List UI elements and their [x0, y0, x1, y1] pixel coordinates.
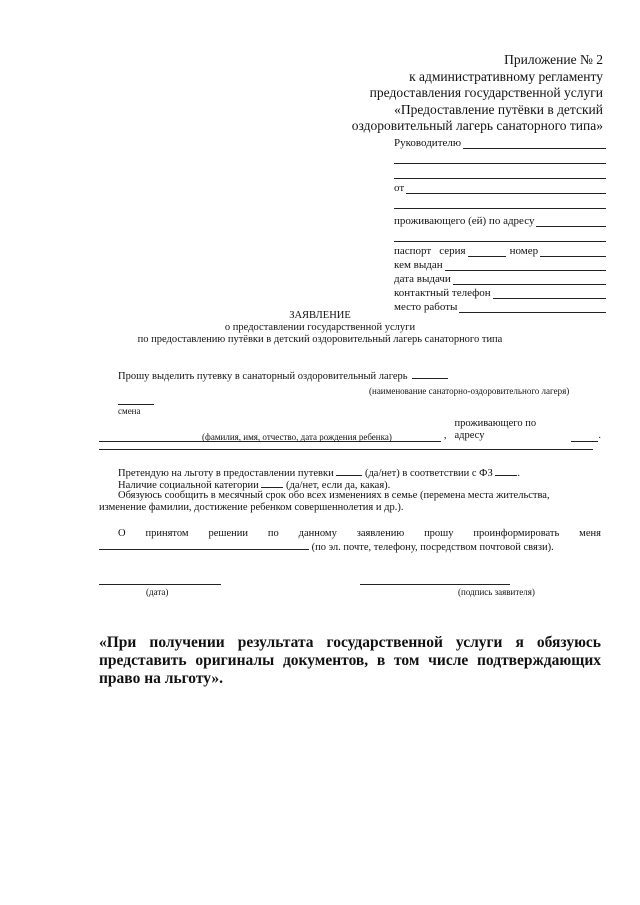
from-field[interactable] [406, 184, 606, 194]
benefit-line: Претендую на льготу в предоставлении путевки (да/нет) в соответствии с ФЗ . [118, 468, 520, 479]
annex-line: к административному регламенту [409, 68, 603, 84]
address-field-cont[interactable] [394, 232, 606, 242]
benefit-label: Претендую на льготу в предоставлении путевки [118, 468, 334, 479]
request-line [118, 369, 448, 383]
series-field[interactable] [468, 247, 506, 257]
decision-word: заявлению [356, 528, 405, 539]
notice-line: право на льготу». [99, 670, 224, 687]
obligation-line: Обязуюсь сообщить в месячный срок обо всех изменениях в семье (перемена места жительства, [118, 490, 550, 501]
benefit-law-label: (да/нет) в соответствии с ФЗ [364, 468, 493, 479]
phone-row [394, 287, 606, 299]
head-row [394, 137, 606, 149]
issued-by-label: кем выдан [394, 259, 443, 271]
issued-row [394, 259, 606, 271]
issue-date-field[interactable] [453, 275, 606, 285]
camp-name-field[interactable] [412, 369, 448, 379]
address-field[interactable] [536, 217, 606, 227]
address-row [394, 215, 606, 227]
child-hint: (фамилия, имя, отчество, дата рождения ребенка) [202, 432, 392, 442]
date-hint: (дата) [146, 587, 169, 597]
number-field[interactable] [540, 247, 606, 257]
phone-field[interactable] [493, 289, 606, 299]
camp-hint: (наименование санаторно-оздоровительного лагеря) [369, 386, 570, 396]
blank-row [394, 230, 606, 242]
child-address-field-cont[interactable] [99, 440, 597, 454]
from-label: от [394, 182, 405, 194]
issue-date-row [394, 273, 606, 285]
decision-word: О [118, 528, 126, 539]
annex-block [352, 52, 603, 135]
decision-word: меня [579, 528, 601, 539]
decision-word: по [267, 528, 279, 539]
head-field[interactable] [463, 139, 606, 149]
annex-line: Приложение № 2 [504, 52, 603, 67]
blank-row [394, 197, 606, 209]
issued-by-field[interactable] [445, 261, 606, 271]
law-field[interactable] [495, 466, 517, 476]
blank-row [394, 167, 606, 179]
benefit-field[interactable] [336, 466, 362, 476]
from-field-cont[interactable] [394, 199, 606, 209]
address-label: проживающего (ей) по адресу [394, 215, 535, 227]
shift-label: смена [118, 406, 141, 416]
annex-line: предоставления государственной услуги [369, 85, 603, 100]
notice-line: «При получении результата государственной услуги я обязуюсь [99, 634, 601, 651]
phone-label: контактный телефон [394, 287, 491, 299]
document-title: ЗАЯВЛЕНИЕ [289, 310, 351, 321]
decision-word: прошу [424, 528, 454, 539]
social-field[interactable] [261, 478, 283, 488]
decision-line-2 [99, 540, 554, 554]
request-text: Прошу выделить путевку в санаторный оздоровительный лагерь [118, 371, 408, 382]
annex-line: «Предоставление путёвки в детский [394, 101, 603, 117]
decision-word: принятом [145, 528, 189, 539]
decision-line [118, 528, 601, 540]
decision-hint: (по эл. почте, телефону, посредством почтовой связи). [311, 542, 554, 553]
blank-row [394, 152, 606, 164]
series-label: серия [439, 245, 466, 257]
child-line: , проживающего по адресу . [99, 418, 601, 442]
document-subtitle: о предоставлении государственной услуги [224, 322, 416, 333]
decision-word: проинформировать [473, 528, 560, 539]
passport-label: паспорт [394, 245, 432, 257]
issue-date-label: дата выдачи [394, 273, 451, 285]
obligation-line: изменение фамилии, достижение ребенком совершеннолетия и др.). [99, 502, 404, 513]
social-label: Наличие социальной категории [118, 480, 259, 491]
contact-method-field[interactable] [99, 540, 309, 550]
applicant-header [394, 137, 606, 313]
from-row [394, 182, 606, 194]
passport-row [394, 245, 606, 257]
annex-line: оздоровительный лагерь санаторного типа» [351, 118, 603, 133]
social-hint: (да/нет, если да, какая). [286, 480, 391, 491]
head-field-cont[interactable] [394, 169, 606, 179]
notice-line: представить оригиналы документов, в том числе подтверждающих [99, 652, 601, 669]
originals-notice [99, 634, 601, 688]
workplace-label: место работы [394, 301, 458, 313]
document-subtitle: по предоставлению путёвки в детский оздоровительный лагерь санаторного типа [137, 334, 503, 345]
signature-hint: (подпись заявителя) [458, 587, 535, 597]
decision-word: решении [208, 528, 248, 539]
number-label: номер [509, 245, 539, 257]
head-field-cont[interactable] [394, 154, 606, 164]
address-of-label: проживающего по адресу [454, 418, 537, 441]
decision-word: данному [298, 528, 337, 539]
head-label: Руководителю [394, 137, 462, 149]
